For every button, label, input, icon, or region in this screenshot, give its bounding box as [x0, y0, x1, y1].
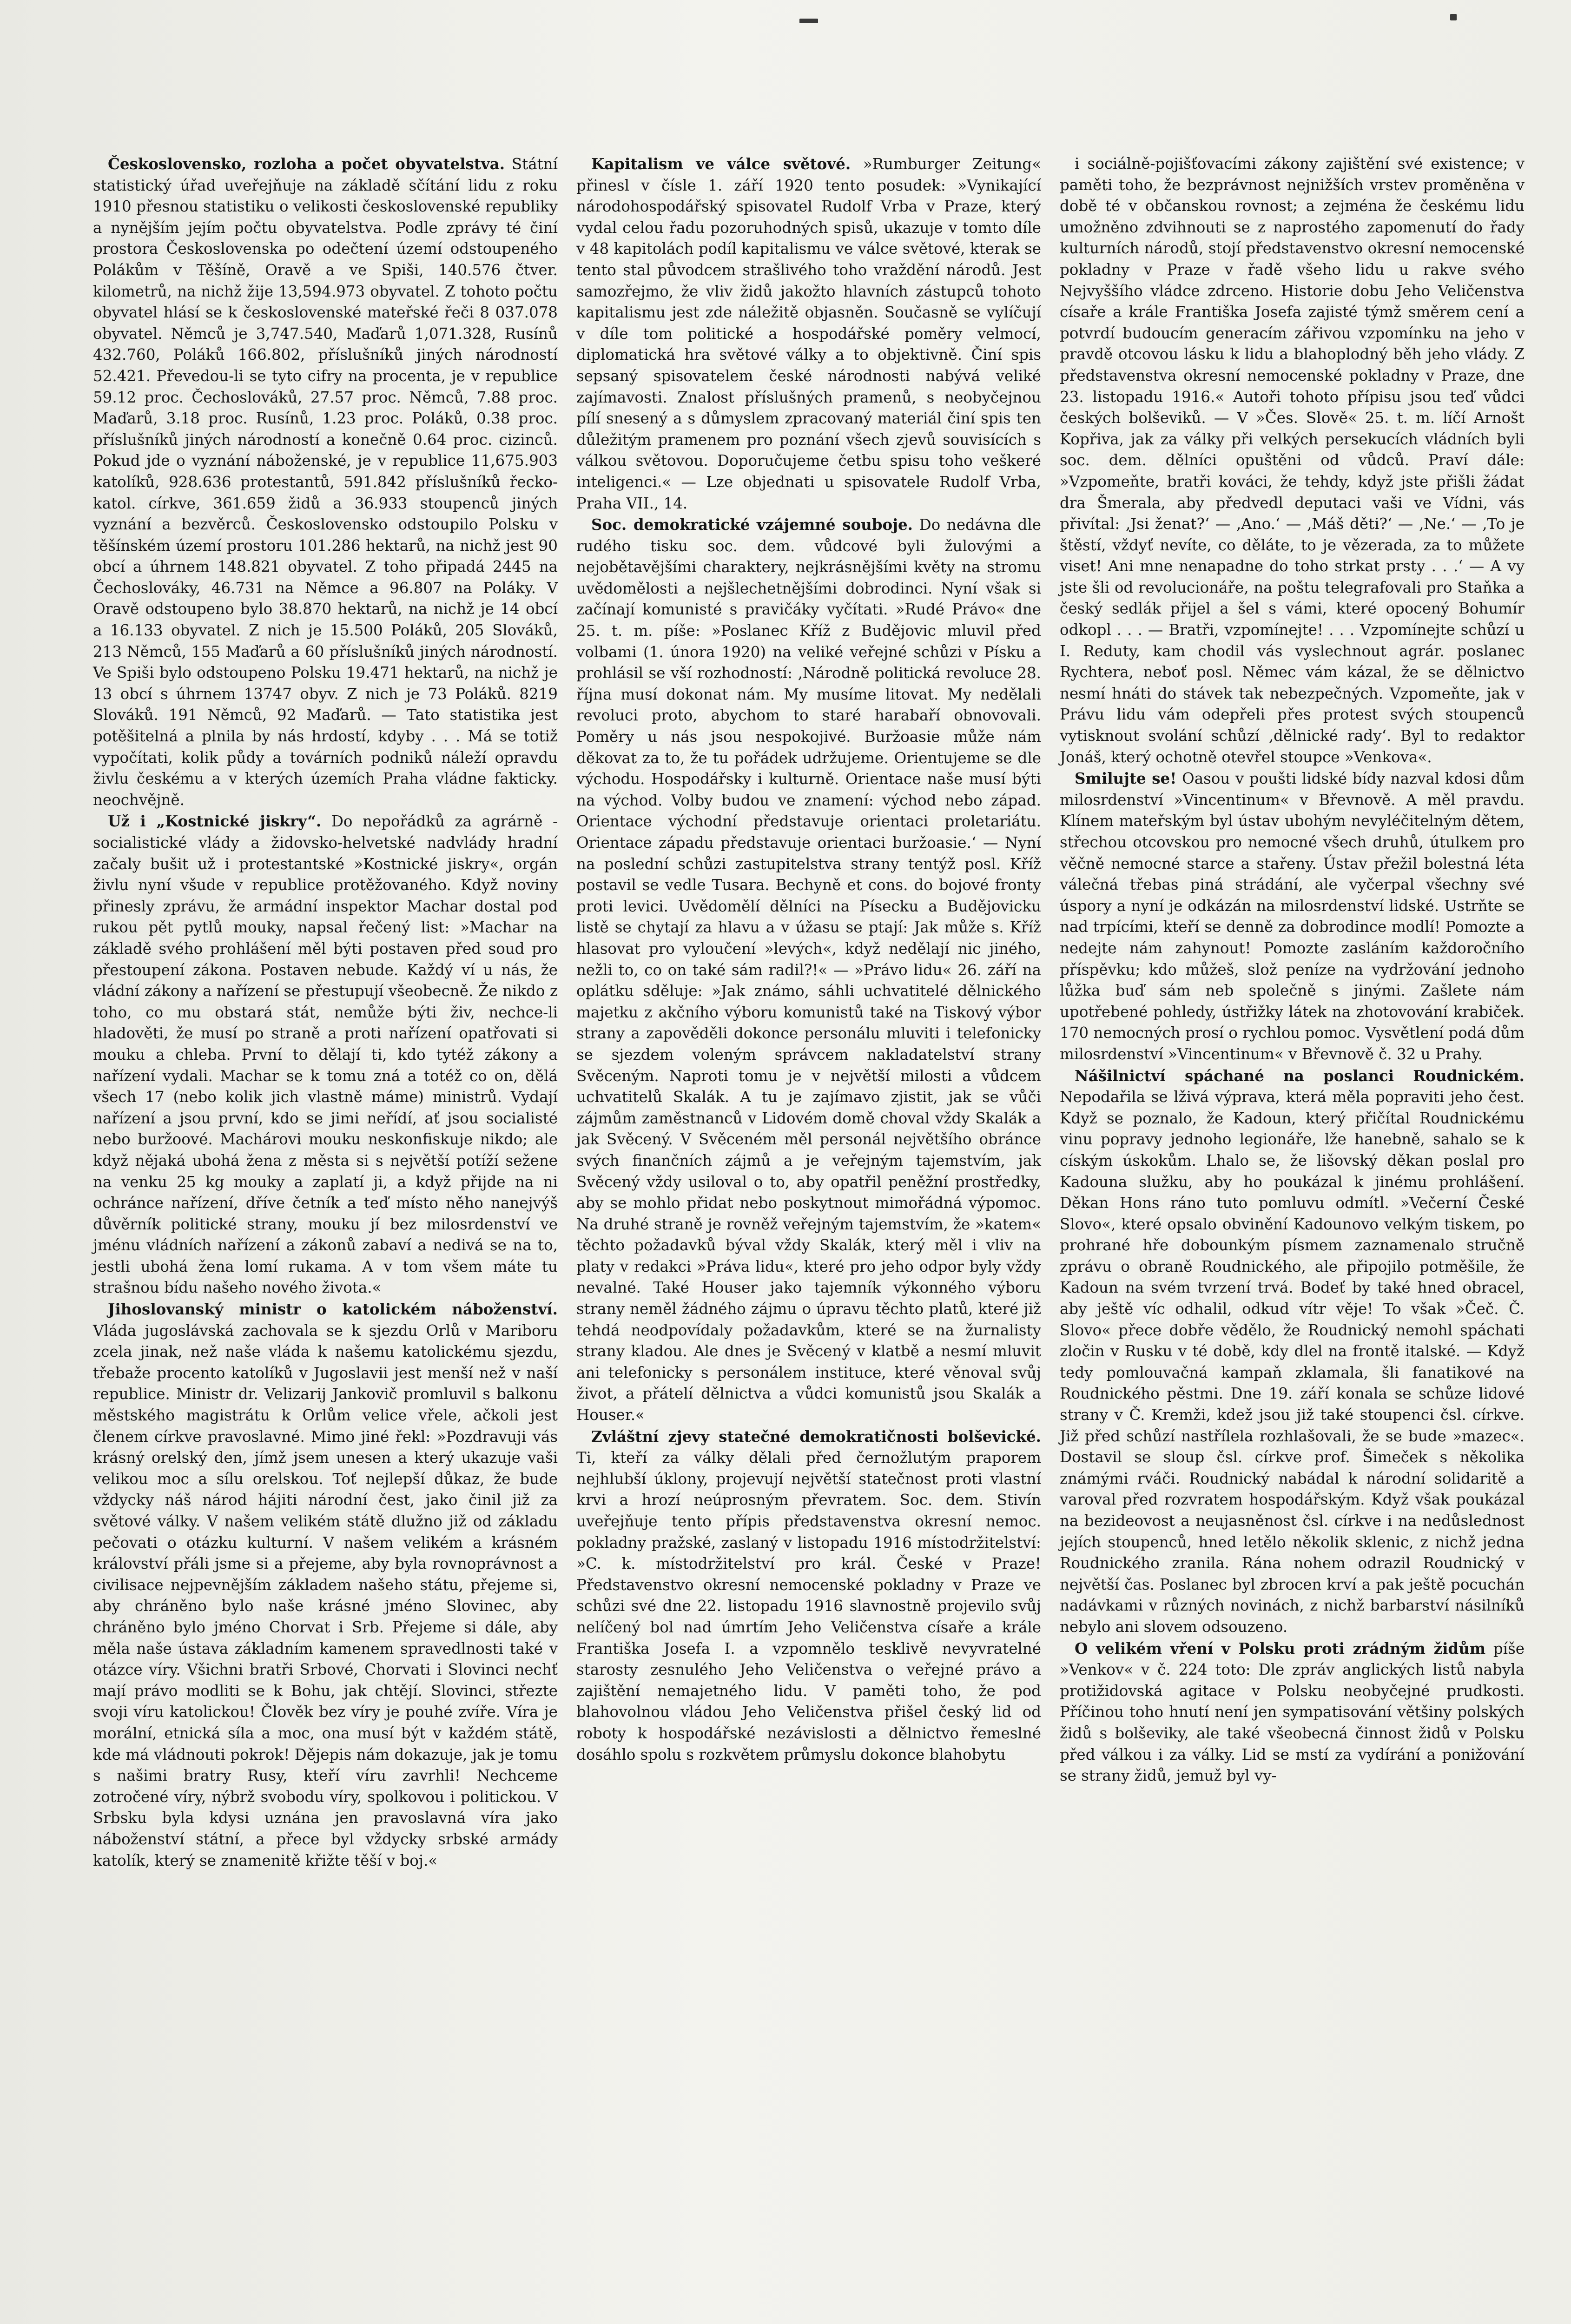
text-columns	[93, 153, 1525, 2324]
article-body: Vláda jugoslávská zachovala se k sjezdu Orlů v Mariboru zcela jinak, než naše vláda k našemu katolickému sjezdu, třebaže procento katolíků v Jugoslavii jest menší než v naší republice. Ministr dr. Velizarij Jankovič promluvil s balkonu městského magistrátu k Orlům velice vřele, ačkoli jest členem církve pravoslavné. Mimo jiné řekl: »Pozdravuji vás krásný orelský den, jímž jsem unesen a který ukazuje vaši velikou moc a sílu orelskou. Toť nejlepší důkaz, že bude vždycky náš národ hájiti národní čest, jako činil již za světové války. V našem velikém státě dlužno již od základu pečovati o otázku kulturní. V našem velikém a krásném království přáli jsme si a přejeme, aby byla rovnoprávnost a civilisace nejpevnějším základem našeho státu, přejeme si, aby chráněno bylo naše krásné jméno Slovinec, aby chráněno bylo jméno Chorvat i Srb. Přejeme si dále, aby měla naše ústava základním kamenem spravedlnosti také v otázce víry. Všichni bratři Srbové, Chorvati i Slovinci nechť mají právo modliti se k Bohu, jak chtějí. Slovinci, střezte svoji víru katolickou! Člověk bez víry je pouhé zvíře. Víra je morální, etnická síla a moc, ona musí být v každém státě, kde má vládnouti pokrok! Dějepis nám dokazuje, jak je tomu s našimi bratry Rusy, kteří víru zavrhli! Nechceme zotročené víry, nýbrž svobodu víry, spolkovou i politickou. V Srbsku byla kdysi uznána jen pravoslavná víra jako náboženství státní, a přece byl vždycky srbské armády katolík, který se znamenitě křižte těší v boj.«	[93, 1321, 558, 1869]
column-right	[1060, 153, 1525, 2324]
column-middle	[576, 153, 1041, 2324]
article-headline: Jihoslovanský ministr o katolickém náboženství.	[108, 1300, 558, 1319]
article-paragraph	[1060, 153, 1525, 768]
article-headline: Nášilnictví spáchané na poslanci Roudnickém.	[1075, 1066, 1525, 1085]
article-headline: O velikém vření v Polsku proti zrádným židům	[1075, 1639, 1486, 1657]
article-body: Do nedávna dle rudého tisku soc. dem. vůdcové byli žulovými a nejobětavějšími charaktery, nejkrásnějšími květy na stromu uvědomělosti a nejšlechetnějšími dobrodinci. Nyní však si začínají komunisté s pravičáky vyčítati. »Rudé Právo« dne 25. t. m. píše: »Poslanec Kříž z Budějovic mluvil před volbami (1. února 1920) na veliké veřejné schůzi v Písku a prohlásil se vší rozhodností: ‚Národně politická revoluce 28. října musí dokonat nám. My musíme litovat. My nedělali revoluci proto, abychom to staré harabaří obnovovali. Poměry u nás jsou nespokojivé. Buržoasie může nám děkovat za to, že tu pořádek udržujeme. Orientujeme se dle východu. Hospodářsky i kulturně. Orientace naše musí býti na východ. Volby budou ve znamení: východ nebo západ. Orientace východní představuje orientaci proletariátu. Orientace západu představuje orientaci buržoasie.‘ — Nyní na poslední schůzi zastupitelstva strany tentýž posl. Kříž postavil se vedle Tusara. Bechyně et cons. do bojové fronty proti levici. Uvědomělí dělníci na Písecku a Budějovicku listě se chytají za hlavu a v úžasu se ptají: Jak může s. Kříž hlasovat pro vyloučení »levých«, když nedělají nic jiného, nežli to, co on také sám radil?!« — »Právo lidu« 26. září na oplátku sděluje: »Jak známo, sáhli uchvatitelé dělnického majetku z akčního výboru komunistů také na Tiskový výbor strany a zapověděli dokonce personálu mluviti i telefonicky se sjezdem voleným správcem nakladatelství strany Svěceným. Naproti tomu je v největší milosti a vůdcem uchvatitelů Skalák. A tu je zajímavo zjistit, jak se vůči zájmům zaměstnanců v Lidovém domě choval vždy Skalák a jak Svěcený. V Svěceném měl personál největšího obránce svých finančních zájmů a je veřejným tajemstvím, jak Svěcený vždy usiloval o to, aby opatřil peněžní prostředky, aby se mohlo přidat nebo poskytnout mimořádná výpomoc. Na druhé straně je rovněž veřejným tajemstvím, že »katem« těchto požadavků býval vždy Skalák, který měl i vliv na platy v redakci »Práva lidu«, které pro jeho odpor byly vždy nevalné. Také Houser jako tajemník výkonného výboru strany neměl žádného zájmu o úpravu těchto platů, které již tehdá neodpovídaly požadavkům, které se na žurnalisty strany kladou. Ale dnes je Svěcený v klatbě a nesmí mluvit ani telefonicky s personálem instituce, které věnoval svůj život, a přátelí dělnictva a vůdci komunistů jsou Skalák a Houser.«	[576, 516, 1041, 1424]
article-body: Nepodařila se lživá výprava, která měla popraviti jeho čest. Když se poznalo, že Kadoun, který přičítal Roudnickému vinu popravy jednoho legionáře, lže hanebně, sahalo se k cíským úskokům. Lhalo se, že lišovský děkan poslal pro Kadouna služku, aby ho poukázal k jinému prohlášení. Děkan Hons ráno tuto pomluvu odmítl. »Večerní České Slovo«, které opsalo obvinění Kadounovo velkým tiskem, po prohrané hře dobounkým písmem zaznamenalo stručně zprávu o obraně Roudnického, ale připojilo potměšile, že Kadoun na svém tvrzení trvá. Bodeť by také hned obracel, aby ještě víc odhalil, odkud vítr věje! To však »Čeč. Č. Slovo« přece dobře vědělo, že Roudnický nemohl spáchati zločin v Rusku v té době, kdy dlel na frontě italské. — Když tedy pomlouvačná kampaň zklamala, šli fanatikové na Roudnického pěstmi. Dne 19. září konala se schůze lidové strany v Č. Kremži, kdež jsou již také stoupenci čsl. církve. Již před schůzí nastřílela rozhlašovali, že se bude »mazec«. Dostavil se sloup čsl. církve prof. Šimeček s několika známými rváči. Roudnický nabádal k národní solidaritě a varoval před rozvratem hospodářským. Když však poukázal na bezideovost a neujasněnost čsl. církve i na nedůslednost jejích stoupenců, hned letělo několik sklenic, z nichž jedna Roudnického zranila. Rána nohem odrazil Roudnický v největší čas. Poslanec byl zbrocen krví a pak ještě pocuchán nadávkami v různých novinách, z nichž barbarství násilníků nebylo ani slovem odsouzeno.	[1060, 1088, 1525, 1636]
article-headline: Československo, rozloha a počet obyvatelstva.	[108, 155, 505, 173]
column-left	[93, 153, 558, 2324]
article-paragraph	[576, 1426, 1041, 1766]
article-body: píše »Venkov« v č. 224 toto: Dle zpráv anglických listů nabyla protižidovská agitace v Polsku neobyčejné prudkosti. Příčinou toho hnutí není jen sympatisování většiny polských židů s bolševiky, ale také všeobecná činnost židů v Polsku před válkou i za války. Lid se mstí za vydírání a ponižování se strany židů, jemuž byl vy-	[1060, 1639, 1525, 1785]
article-body: i sociálně-pojišťovacími zákony zajištění své existence; v paměti toho, že bezprávnost nejnižších vrstev proměněna v době té v občanskou rovnost; a zejména že českému lidu umožněno zdvihnouti se z naprostého zapomenutí do řady kulturních národů, stojí představenstvo okresní nemocenské pokladny v Praze v řadě všeho lidu u rakve svého Nejvyššího vládce zdrceno. Historie dobu Jeho Veličenstva císaře a krále Františka Josefa zajisté týmž směrem cení a potvrdí budoucím generacím zářivou vzpomínku na jeho v pravdě otcovou lásku k lidu a blahoplodný běh jeho vlády. Z představenstva okresní nemocenské pokladny v Praze, dne 23. listopadu 1916.« Autoři tohoto přípisu jsou teď vůdci českých bolševiků. — V »Čes. Slově« 25. t. m. líčí Arnošt Kopřiva, jak za války při velkých persekucích vládních byli soc. dem. dělníci opuštěni od vůdců. Praví dále: »Vzpomeňte, bratři kováci, že tehdy, když jste přišli žádat dra Šmerala, aby předvedl deputaci vaši ve Vídni, vás přivítal: ‚Jsi ženat?‘ — ‚Ano.‘ — ‚Máš děti?‘ — ‚Ne.‘ — ‚To je štěstí, vždyť nevíte, co děláte, to je vězerada, za to můžete viset! Ani mne nenapadne do toho strkat prsty . . .‘ — A vy jste šli od revolucionáře, na poštu telegrafovali pro Staňka a český sedlák přijel a šel s vámi, které opocený Bohumír odkopl . . . — Bratři, vzpomínejte! . . . Vzpomínejte schůzí u I. Reduty, kam chodil vás vyslechnout agrár. poslanec Rychtera, neboť posl. Němec vám kázal, že se dělnictvo nesmí hnáti do stávek tak nebezpečných. Vzpomeňte, jak v Právu lidu vám odepřeli přes protest svých stoupenců vytisknout svolání schůzí ‚dělnické rady‘. Byl to redaktor Jonáš, který ochotně otevřel stoupce »Venkova«.	[1060, 155, 1525, 766]
article-headline: Soc. demokratické vzájemné souboje.	[591, 515, 913, 534]
article-body: Státní statistický úřad uveřejňuje na základě sčítání lidu z roku 1910 přesnou statistiku o velikosti československé republiky a nynějším jejím počtu obyvatelstva. Podle zprávy té činí prostora Československa po odečtení území odstoupeného Polákům v Těšíně, Oravě a ve Spiši, 140.576 čtver. kilometrů, na nichž žije 13,594.973 obyvatel. Z tohoto počtu obyvatel hlásí se k československé mateřské řeči 8 037.078 obyvatel. Němců je 3,747.540, Maďarů 1,071.328, Rusínů 432.760, Poláků 166.802, příslušníků jiných národností 52.421. Převedou-li se tyto cifry na procenta, je v republice 59.12 proc. Čechoslováků, 27.57 proc. Němců, 7.88 proc. Maďarů, 3.18 proc. Rusínů, 1.23 proc. Poláků, 0.38 proc. příslušníků jiných národností a konečně 0.64 proc. cizinců. Pokud jde o vyznání náboženské, je v republice 11,675.903 katolíků, 928.636 protestantů, 591.842 příslušníků řecko-katol. církve, 361.659 židů a 36.933 stoupenců jiných vyznání a bezvěrců. Československo odstoupilo Polsku v těšínském území prostoru 101.286 hektarů, na nichž jest 90 obcí a úhrnem 148.821 obyvatel. Z toho připadá 2445 na Čechoslováky, 46.731 na Němce a 96.807 na Poláky. V Oravě odstoupeno bylo 38.870 hektarů, na nichž je 14 obcí a 16.133 obyvatel. Z nich je 15.500 Poláků, 205 Slováků, 213 Němců, 155 Maďarů a 60 příslušníků jiných národností. Ve Spiši bylo odstoupeno Polsku 19.471 hektarů, na nichž je 13 obcí s úhrnem 13747 obyv. Z nich je 73 Poláků. 8219 Slováků. 191 Němců, 92 Maďarů. — Tato statistika jest potěšitelná a plnila by nás hrdostí, kdyby . . . Má se totiž vypočítati, kolik půdy a továrních podniků náleží opravdu živlu českému a v kterých územích Praha vládne fakticky. neochvějně.	[93, 155, 558, 809]
article-paragraph	[576, 153, 1041, 514]
scan-smudge	[1450, 14, 1457, 20]
article-paragraph	[576, 514, 1041, 1426]
article-paragraph	[1060, 1065, 1525, 1638]
article-paragraph	[93, 153, 558, 811]
article-headline: Kapitalism ve válce světové.	[591, 155, 851, 173]
article-headline: Smilujte se!	[1075, 769, 1177, 788]
scan-smudge	[799, 19, 818, 23]
article-body: Oasou v poušti lidské bídy nazval kdosi dům milosrdenství »Vincentinum« v Břevnově. A měl pravdu. Klínem mateřským byl ústav ubohým nevyléčitelným dětem, střechou otcovskou pro nemocné všech druhů, útulkem pro věčně nemocné starce a stařeny. Ústav přežil bolestná léta válečná třebas piná strádání, ale vyčerpal všechny své úspory a nyní je odkázán na milosrdenství lidské. Ustrňte se nad trpícími, kteří se denně za dobrodince modlí! Pomozte a nedejte nám zahynout! Pomozte zasláním každoročního příspěvku; kdo můžeš, slož peníze na vydržování jednoho lůžka buď sám neb společně s jinými. Zašlete nám upotřebené pohledy, ústřižky látek na zhotovování krabiček. 170 nemocných prosí o rychlou pomoc. Vysvětlení podá dům milosrdenství »Vincentinum« v Břevnově č. 32 u Prahy.	[1060, 770, 1525, 1063]
article-paragraph	[1060, 768, 1525, 1065]
article-body: Do nepořádků za agrárně - socialistické vlády a židovsko-helvetské nadvlády hradní začaly bušit už i protestantské »Kostnické jiskry«, orgán živlu nyní všude v republice protěžovaného. Když noviny přinesly zprávu, že armádní inspektor Machar dostal pod rukou pět pytlů mouky, napsal řečený list: »Machar na základě svého prohlášení měl býti postaven před soud pro přestoupení zákona. Postaven nebude. Každý ví u nás, že vládní zákony a nařízení se přestupují všeobecně. Že nikdo z toho, co mu obstará stát, nemůže býti živ, nechce-li hladověti, že musí po straně a proti nařízení opatřovati si mouku a chleba. První to dělají ti, kdo tytéž zákony a nařízení vydali. Machar se k tomu zná a totéž co on, dělá všech 17 (nebo kolik jich vlastně máme) ministrů. Vydají nařízení a jsou první, kdo se jimi neřídí, ať jsou socialisté nebo buržoové. Machárovi mouku neskonfiskuje nikdo; ale když nějaká ubohá žena z města si s největší potíží sežene na venku 25 kg mouky a zaplatí ji, a když přijde na ni ochránce nařízení, dříve četník a teď místo něho nanejvýš důvěrník politické strany, mouku jí bez milosrdenství ve jménu vládních nařízení a zákonů zabaví a nedivá se na to, jestli ubohá žena lomí rukama. A v tom všem máte tu strašnou bídu našeho nového života.«	[93, 812, 558, 1297]
article-headline: Zvláštní zjevy statečné demokratičnosti bolševické.	[591, 1427, 1041, 1446]
article-headline: Už i „Kostnické jiskry“.	[108, 812, 322, 831]
article-body: Ti, kteří za války dělali před černožlutým praporem nejhlubší úklony, projevují největší statečnost proti vlastní krvi a hrozí neúprosným převratem. Soc. dem. Stivín uveřejňuje tento přípis představenstva okresní nemoc. pokladny pražské, zaslaný v listopadu 1916 místodržitelství: »C. k. místodržitelství pro král. České v Praze! Představenstvo okresní nemocenské pokladny v Praze ve schůzi své dne 22. listopadu 1916 slavnostně projevilo svůj nelíčený bol nad úmrtím Jeho Veličenstva císaře a krále Františka Josefa I. a vzpomnělo tesklivě nevyvratelné starosty zesnulého Jeho Veličenstva o veřejné právo a zajištění nemajetného lidu. V paměti toho, že pod blahovolnou vládou Jeho Veličenstva přišel český lid od roboty k hospodářské nezávislosti a dělnictvo řemeslné dosáhlo spolu s rozkvětem průmyslu dokonce blahobytu	[576, 1449, 1041, 1763]
article-paragraph	[1060, 1638, 1525, 1787]
article-paragraph	[93, 811, 558, 1299]
article-paragraph	[93, 1299, 558, 1871]
article-body: »Rumburger Zeitung« přinesl v čísle 1. září 1920 tento posudek: »Vynikající národohospodářský spisovatel Rudolf Vrba v Praze, který vydal celou řadu pozoruhodných spisů, ukazuje v tomto díle v 48 kapitolách podíl kapitalismu ve válce světové, kterak se tento stal původcem strašlivého toho vraždění národů. Jest samozřejmo, že vliv židů jakožto hlavních zástupců tohoto kapitalismu jest zde náležitě objasněn. Současně se vylíčují v díle tom politické a hospodářské poměry velmocí, diplomatická hra světové války a to objektivně. Činí spis sepsaný spisovatelem české národnosti nabývá veliké zajímavosti. Znalost příslušných pramenů, s neobyčejnou pílí snesený a s důmyslem zpracovaný materiál činí spis ten důležitým pramenem pro poznání všech zjevů souvisících s válkou světovou. Doporučujeme četbu spisu toho veškeré inteligenci.« — Lze objednati u spisovatele Rudolf Vrba, Praha VII., 14.	[576, 155, 1041, 512]
